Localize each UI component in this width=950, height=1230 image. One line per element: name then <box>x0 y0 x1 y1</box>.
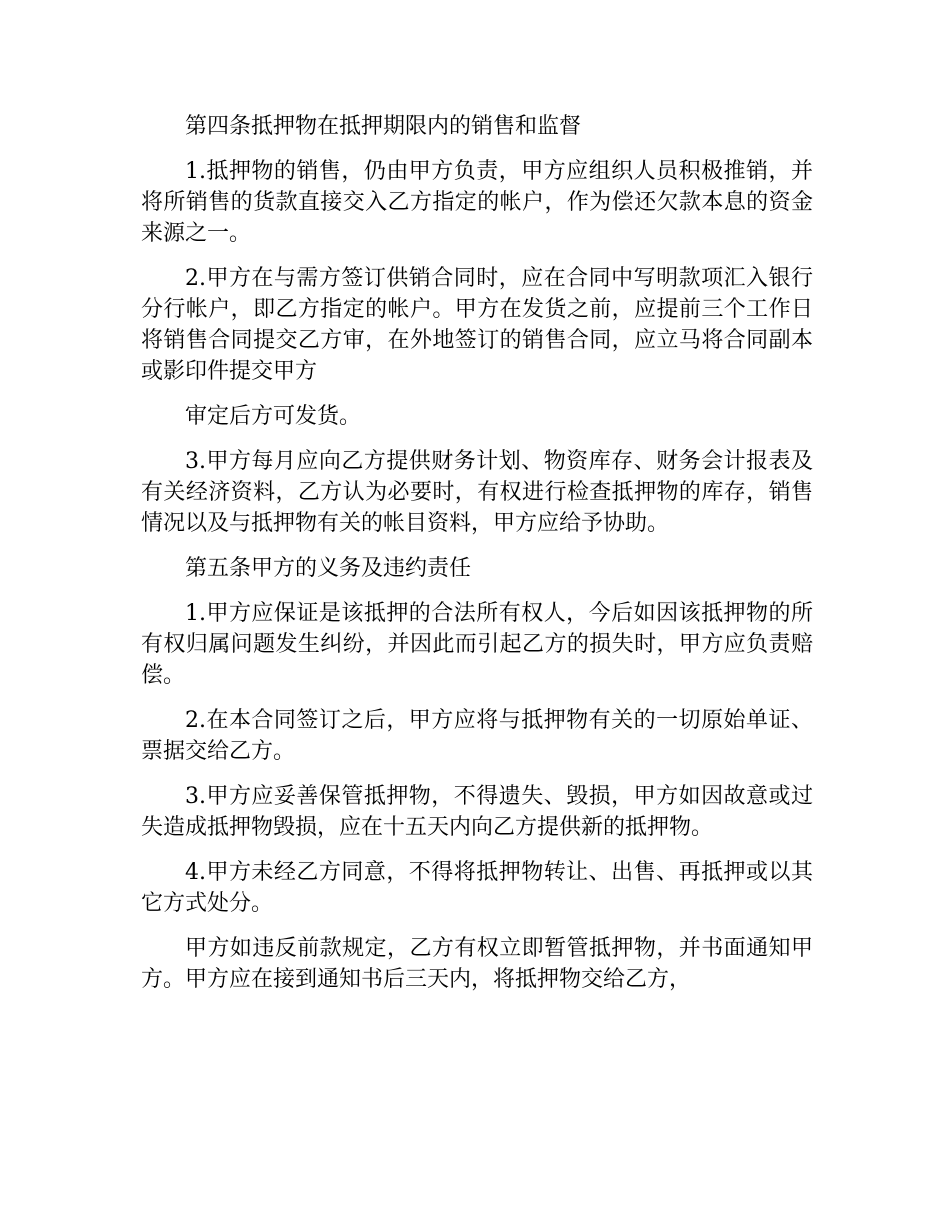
document-body <box>141 111 813 1009</box>
clause-paragraph: 3.甲方每月应向乙方提供财务计划、物资库存、财务会计报表及有关经济资料，乙方认为必要时，有权进行检查抵押物的库存，销售情况以及与抵押物有关的帐目资料，甲方应给予协助。 <box>141 449 813 536</box>
clause-paragraph: 2.甲方在与需方签订供销合同时，应在合同中写明款项汇入银行分行帐户，即乙方指定的帐户。甲方在发货之前，应提前三个工作日将销售合同提交乙方审，在外地签订的销售合同，应立马将合同副本或影印件提交甲方 <box>141 266 813 384</box>
section-heading-article-5: 第五条甲方的义务及违约责任 <box>185 556 472 581</box>
clause-paragraph: 甲方如违反前款规定，乙方有权立即暂管抵押物，并书面通知甲方。甲方应在接到通知书后三天内，将抵押物交给乙方， <box>141 936 813 992</box>
section-heading-article-4: 第四条抵押物在抵押期限内的销售和监督 <box>185 114 582 139</box>
clause-paragraph: 4.甲方未经乙方同意，不得将抵押物转让、出售、再抵押或以其它方式处分。 <box>141 860 813 916</box>
clause-paragraph: 3.甲方应妥善保管抵押物，不得遗失、毁损，甲方如因故意或过失造成抵押物毁损，应在十五天内向乙方提供新的抵押物。 <box>141 784 813 840</box>
clause-paragraph: 1.甲方应保证是该抵押的合法所有权人，今后如因该抵押物的所有权归属问题发生纠纷，并因此而引起乙方的损失时，甲方应负责赔偿。 <box>141 601 813 688</box>
clause-paragraph: 2.在本合同签订之后，甲方应将与抵押物有关的一切原始单证、票据交给乙方。 <box>141 708 813 764</box>
clause-paragraph: 1.抵押物的销售，仍由甲方负责，甲方应组织人员积极推销，并将所销售的货款直接交入乙方指定的帐户，作为偿还欠款本息的资金来源之一。 <box>141 159 813 246</box>
clause-paragraph: 审定后方可发货。 <box>185 404 362 429</box>
